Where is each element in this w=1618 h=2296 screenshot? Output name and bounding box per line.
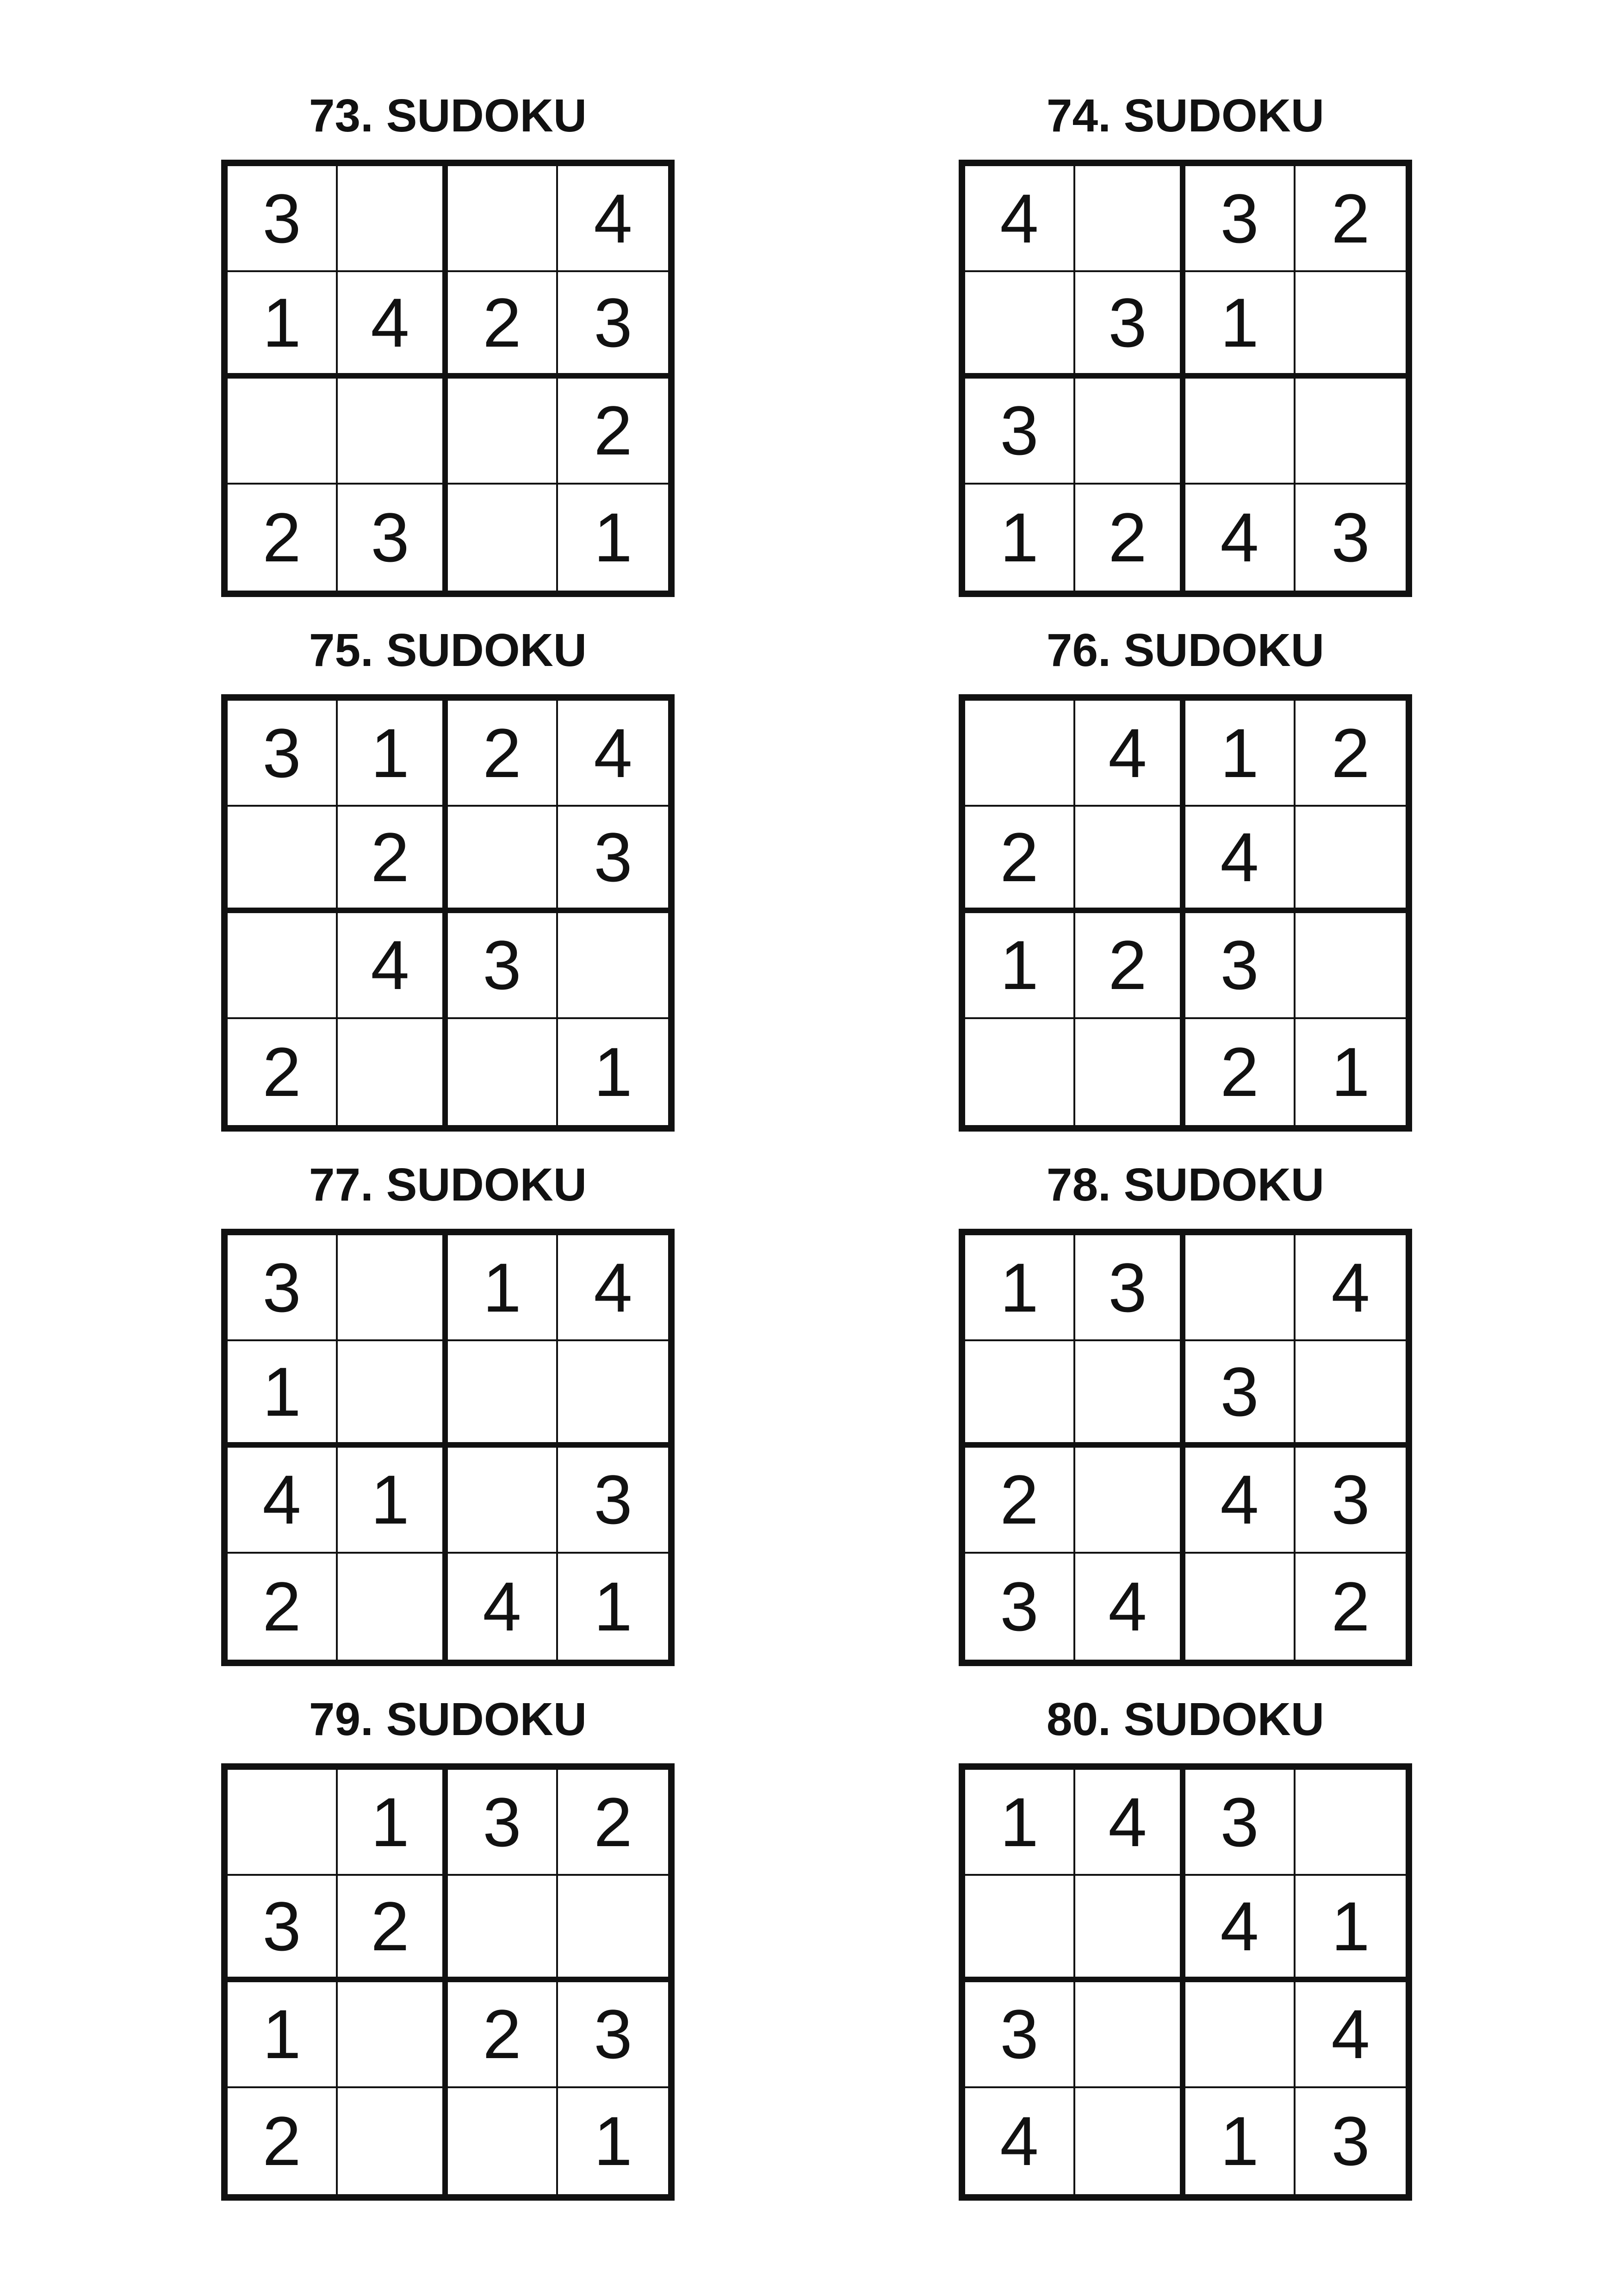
sudoku-cell: 2 — [338, 1876, 448, 1982]
sudoku-cell — [1075, 1982, 1185, 2088]
sudoku-cell: 3 — [1331, 2102, 1370, 2180]
sudoku-cell: 2 — [1296, 701, 1406, 807]
sudoku-puzzle-74 — [959, 90, 1412, 577]
sudoku-cell: 3 — [1185, 1341, 1296, 1447]
sudoku-cell: 1 — [1185, 2088, 1296, 2194]
sudoku-cell: 2 — [965, 1448, 1075, 1554]
sudoku-cell: 3 — [558, 272, 668, 378]
sudoku-cell: 3 — [448, 1770, 558, 1876]
puzzle-title: 76. SUDOKU — [1046, 624, 1325, 676]
sudoku-cell: 4 — [1185, 1448, 1296, 1554]
sudoku-cell: 3 — [228, 701, 338, 807]
sudoku-grid — [959, 1229, 1412, 1666]
sudoku-cell: 3 — [1075, 272, 1185, 378]
sudoku-grid — [221, 1763, 675, 2201]
sudoku-cell: 1 — [338, 1770, 448, 1876]
sudoku-grid — [959, 1763, 1412, 2201]
sudoku-cell: 3 — [228, 1876, 338, 1982]
sudoku-cell — [448, 1876, 558, 1982]
sudoku-cell — [228, 807, 338, 913]
sudoku-cell — [965, 272, 1075, 378]
sudoku-cell: 1 — [965, 1235, 1075, 1341]
sudoku-cell — [448, 485, 558, 591]
sudoku-cell: 2 — [1185, 1019, 1296, 1125]
sudoku-cell — [1296, 807, 1406, 913]
sudoku-grid — [959, 694, 1412, 1132]
sudoku-grid — [959, 160, 1412, 597]
sudoku-cell — [338, 1019, 448, 1125]
sudoku-cell: 2 — [1296, 166, 1406, 272]
sudoku-cell: 3 — [1075, 1235, 1185, 1341]
sudoku-cell — [1185, 379, 1296, 485]
sudoku-cell: 1 — [965, 1770, 1075, 1876]
sudoku-cell — [1296, 1770, 1406, 1876]
sudoku-cell — [558, 1341, 668, 1447]
sudoku-cell — [1075, 379, 1185, 485]
sudoku-cell — [228, 913, 338, 1019]
sudoku-cell: 2 — [448, 272, 558, 378]
sudoku-cell: 4 — [1075, 701, 1185, 807]
sudoku-cell: 3 — [1331, 498, 1370, 577]
sudoku-cell — [448, 166, 558, 272]
sudoku-cell — [448, 807, 558, 913]
sudoku-cell: 3 — [228, 166, 338, 272]
puzzle-title: 75. SUDOKU — [309, 624, 587, 676]
sudoku-puzzle-77 — [221, 1159, 675, 1646]
sudoku-cell — [338, 379, 448, 485]
sudoku-cell: 1 — [1296, 1876, 1406, 1982]
sudoku-cell — [448, 1448, 558, 1554]
sudoku-cell — [448, 1019, 558, 1125]
sudoku-cell — [1296, 379, 1406, 485]
sudoku-cell: 1 — [228, 272, 338, 378]
sudoku-cell — [1296, 913, 1406, 1019]
sudoku-cell: 4 — [1296, 1982, 1406, 2088]
sudoku-cell: 1 — [965, 913, 1075, 1019]
sudoku-cell: 1 — [1185, 701, 1296, 807]
sudoku-puzzle-73 — [221, 90, 675, 577]
sudoku-cell: 4 — [1075, 1554, 1185, 1660]
sudoku-cell: 3 — [448, 913, 558, 1019]
sudoku-cell: 4 — [1185, 485, 1296, 591]
puzzle-title: 73. SUDOKU — [309, 90, 587, 142]
sudoku-puzzle-75 — [221, 624, 675, 1111]
sudoku-cell: 4 — [558, 1235, 668, 1341]
sudoku-cell: 3 — [1185, 913, 1296, 1019]
sudoku-cell: 2 — [228, 485, 338, 591]
sudoku-cell — [1075, 1019, 1185, 1125]
sudoku-cell: 1 — [594, 2102, 632, 2180]
sudoku-cell: 1 — [1185, 272, 1296, 378]
sudoku-cell: 3 — [1185, 166, 1296, 272]
sudoku-cell: 4 — [965, 2088, 1075, 2194]
sudoku-cell: 3 — [558, 1982, 668, 2088]
sudoku-cell: 3 — [558, 807, 668, 913]
sudoku-cell: 1 — [594, 498, 632, 577]
sudoku-cell: 1 — [338, 701, 448, 807]
sudoku-grid — [221, 694, 675, 1132]
sudoku-cell: 2 — [448, 1982, 558, 2088]
sudoku-cell — [448, 2088, 558, 2194]
sudoku-cell — [338, 1341, 448, 1447]
sudoku-cell: 3 — [965, 379, 1075, 485]
sudoku-cell — [338, 1554, 448, 1660]
sudoku-cell: 4 — [1185, 1876, 1296, 1982]
sudoku-cell — [965, 1341, 1075, 1447]
sudoku-cell: 3 — [558, 1448, 668, 1554]
sudoku-puzzle-79 — [221, 1693, 675, 2180]
sudoku-cell: 1 — [448, 1235, 558, 1341]
sudoku-cell: 3 — [228, 1235, 338, 1341]
sudoku-cell: 1 — [338, 1448, 448, 1554]
puzzle-title: 77. SUDOKU — [309, 1159, 587, 1211]
sudoku-cell — [448, 1341, 558, 1447]
sudoku-cell — [1075, 1341, 1185, 1447]
puzzle-title: 79. SUDOKU — [309, 1693, 587, 1745]
sudoku-cell — [228, 1770, 338, 1876]
sudoku-cell — [1075, 1448, 1185, 1554]
sudoku-cell — [338, 1235, 448, 1341]
sudoku-cell — [558, 913, 668, 1019]
sudoku-cell — [1185, 1982, 1296, 2088]
sudoku-cell: 2 — [228, 1554, 338, 1660]
puzzle-title: 74. SUDOKU — [1046, 90, 1325, 142]
sudoku-cell: 2 — [558, 379, 668, 485]
sudoku-cell — [1296, 1341, 1406, 1447]
puzzle-title: 78. SUDOKU — [1046, 1159, 1325, 1211]
sudoku-cell: 1 — [228, 1341, 338, 1447]
sudoku-cell: 4 — [338, 913, 448, 1019]
sudoku-cell: 4 — [338, 272, 448, 378]
sudoku-cell — [448, 379, 558, 485]
sudoku-cell — [338, 166, 448, 272]
sudoku-cell — [1075, 2088, 1185, 2194]
sudoku-cell: 4 — [965, 166, 1075, 272]
sudoku-cell: 2 — [338, 807, 448, 913]
sudoku-cell — [1185, 1235, 1296, 1341]
sudoku-cell: 4 — [228, 1448, 338, 1554]
sudoku-puzzle-80 — [959, 1693, 1412, 2180]
sudoku-cell: 1 — [965, 485, 1075, 591]
sudoku-cell: 2 — [1075, 485, 1185, 591]
sudoku-cell — [1185, 1554, 1296, 1660]
sudoku-cell — [965, 1019, 1075, 1125]
sudoku-cell — [338, 1982, 448, 2088]
sudoku-cell: 2 — [558, 1770, 668, 1876]
sudoku-cell — [338, 2088, 448, 2194]
sudoku-cell: 2 — [448, 701, 558, 807]
sudoku-cell — [965, 1876, 1075, 1982]
sudoku-puzzle-76 — [959, 624, 1412, 1111]
puzzle-title: 80. SUDOKU — [1046, 1693, 1325, 1745]
sudoku-cell — [1296, 272, 1406, 378]
sudoku-cell: 2 — [965, 807, 1075, 913]
sudoku-cell: 1 — [228, 1982, 338, 2088]
sudoku-cell: 2 — [228, 2088, 338, 2194]
sudoku-cell: 4 — [1075, 1770, 1185, 1876]
sudoku-cell: 4 — [558, 701, 668, 807]
sudoku-cell — [1075, 1876, 1185, 1982]
sudoku-grid — [221, 1229, 675, 1666]
sudoku-cell: 1 — [594, 1568, 632, 1646]
sudoku-cell: 1 — [1331, 1033, 1370, 1111]
sudoku-cell — [228, 379, 338, 485]
sudoku-grid — [221, 160, 675, 597]
sudoku-cell: 3 — [1185, 1770, 1296, 1876]
sudoku-cell: 3 — [338, 485, 448, 591]
sudoku-cell: 4 — [1296, 1235, 1406, 1341]
sudoku-cell — [558, 1876, 668, 1982]
sudoku-cell: 4 — [448, 1554, 558, 1660]
sudoku-cell: 2 — [1331, 1568, 1370, 1646]
sudoku-cell: 3 — [1296, 1448, 1406, 1554]
sudoku-cell — [1075, 166, 1185, 272]
sudoku-cell: 3 — [965, 1554, 1075, 1660]
sudoku-cell — [965, 701, 1075, 807]
sudoku-cell: 2 — [1075, 913, 1185, 1019]
sudoku-cell — [1075, 807, 1185, 913]
sudoku-cell: 4 — [558, 166, 668, 272]
sudoku-cell: 3 — [965, 1982, 1075, 2088]
sudoku-cell: 2 — [228, 1019, 338, 1125]
sudoku-cell: 1 — [594, 1033, 632, 1111]
sudoku-cell: 4 — [1185, 807, 1296, 913]
sudoku-puzzle-78 — [959, 1159, 1412, 1646]
